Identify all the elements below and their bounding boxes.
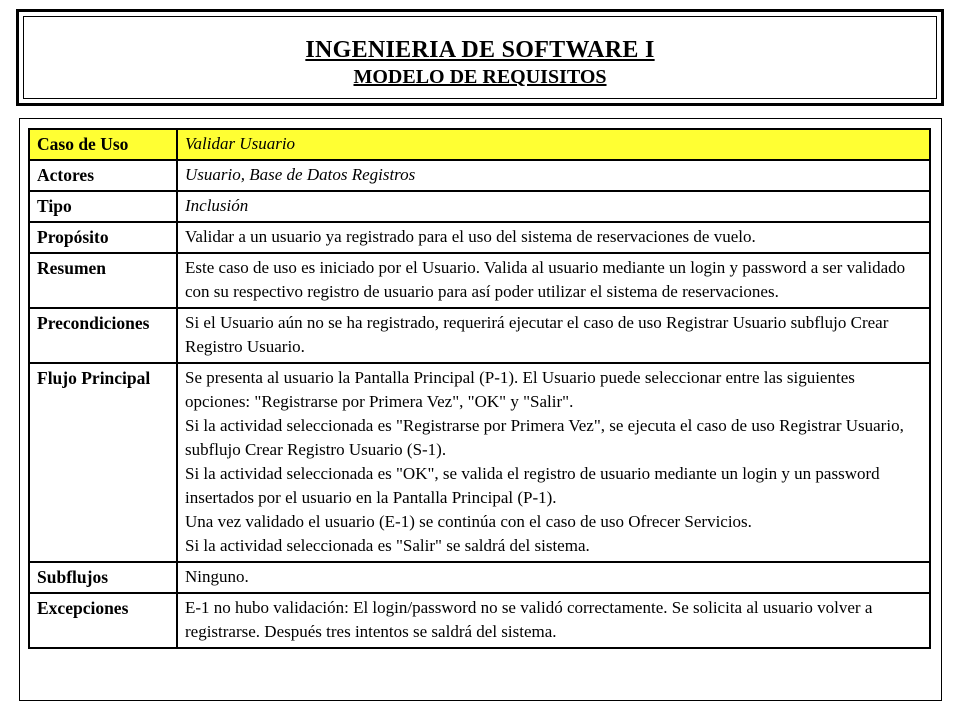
table-row	[29, 363, 930, 562]
row-value: Si el Usuario aún no se ha registrado, requerirá ejecutar el caso de uso Registrar Usuario subflujo Crear Registro Usuario.	[177, 308, 930, 363]
row-value: Este caso de uso es iniciado por el Usuario. Valida al usuario mediante un login y password a ser validado con su respectivo registro de usuario para así poder utilizar el sistema de reservaciones.	[177, 253, 930, 308]
table-row	[29, 253, 930, 308]
table-row	[29, 562, 930, 593]
row-label: Excepciones	[29, 593, 177, 648]
flow-step: Una vez validado el usuario (E-1) se continúa con el caso de uso Ofrecer Servicios.	[185, 512, 752, 531]
use-case-table-body	[29, 129, 930, 648]
row-value	[177, 363, 930, 562]
row-label: Caso de Uso	[29, 129, 177, 160]
row-value: Ninguno.	[177, 562, 930, 593]
table-row	[29, 308, 930, 363]
use-case-frame	[19, 118, 942, 701]
use-case-table	[28, 128, 931, 649]
row-label: Tipo	[29, 191, 177, 222]
table-row	[29, 191, 930, 222]
header-box	[16, 9, 944, 106]
document-title: INGENIERIA DE SOFTWARE I	[305, 37, 655, 63]
row-label: Subflujos	[29, 562, 177, 593]
table-row	[29, 593, 930, 648]
row-value: Usuario, Base de Datos Registros	[177, 160, 930, 191]
flow-step: Si la actividad seleccionada es "Salir" se saldrá del sistema.	[185, 536, 590, 555]
row-value: E-1 no hubo validación: El login/password no se validó correctamente. Se solicita al usuario volver a registrarse. Después tres intentos se saldrá del sistema.	[177, 593, 930, 648]
row-label: Actores	[29, 160, 177, 191]
row-value: Validar a un usuario ya registrado para el uso del sistema de reservaciones de vuelo.	[177, 222, 930, 253]
table-row	[29, 129, 930, 160]
row-value: Validar Usuario	[177, 129, 930, 160]
flow-step: Si la actividad seleccionada es "Registrarse por Primera Vez", se ejecuta el caso de uso Registrar Usuario, subflujo Crear Registro Usuario (S-1).	[185, 416, 904, 459]
header-inner-frame	[23, 16, 937, 99]
table-row	[29, 160, 930, 191]
row-label: Precondiciones	[29, 308, 177, 363]
flow-step: Si la actividad seleccionada es "OK", se valida el registro de usuario mediante un login y un password insertados por el usuario en la Pantalla Principal (P-1).	[185, 464, 880, 507]
row-label: Resumen	[29, 253, 177, 308]
table-row	[29, 222, 930, 253]
flow-step: Se presenta al usuario la Pantalla Principal (P-1). El Usuario puede seleccionar entre las siguientes opciones: "Registrarse por Primera Vez", "OK" y "Salir".	[185, 368, 855, 411]
document-subtitle: MODELO DE REQUISITOS	[353, 66, 607, 88]
row-value: Inclusión	[177, 191, 930, 222]
row-label: Propósito	[29, 222, 177, 253]
row-label: Flujo Principal	[29, 363, 177, 562]
